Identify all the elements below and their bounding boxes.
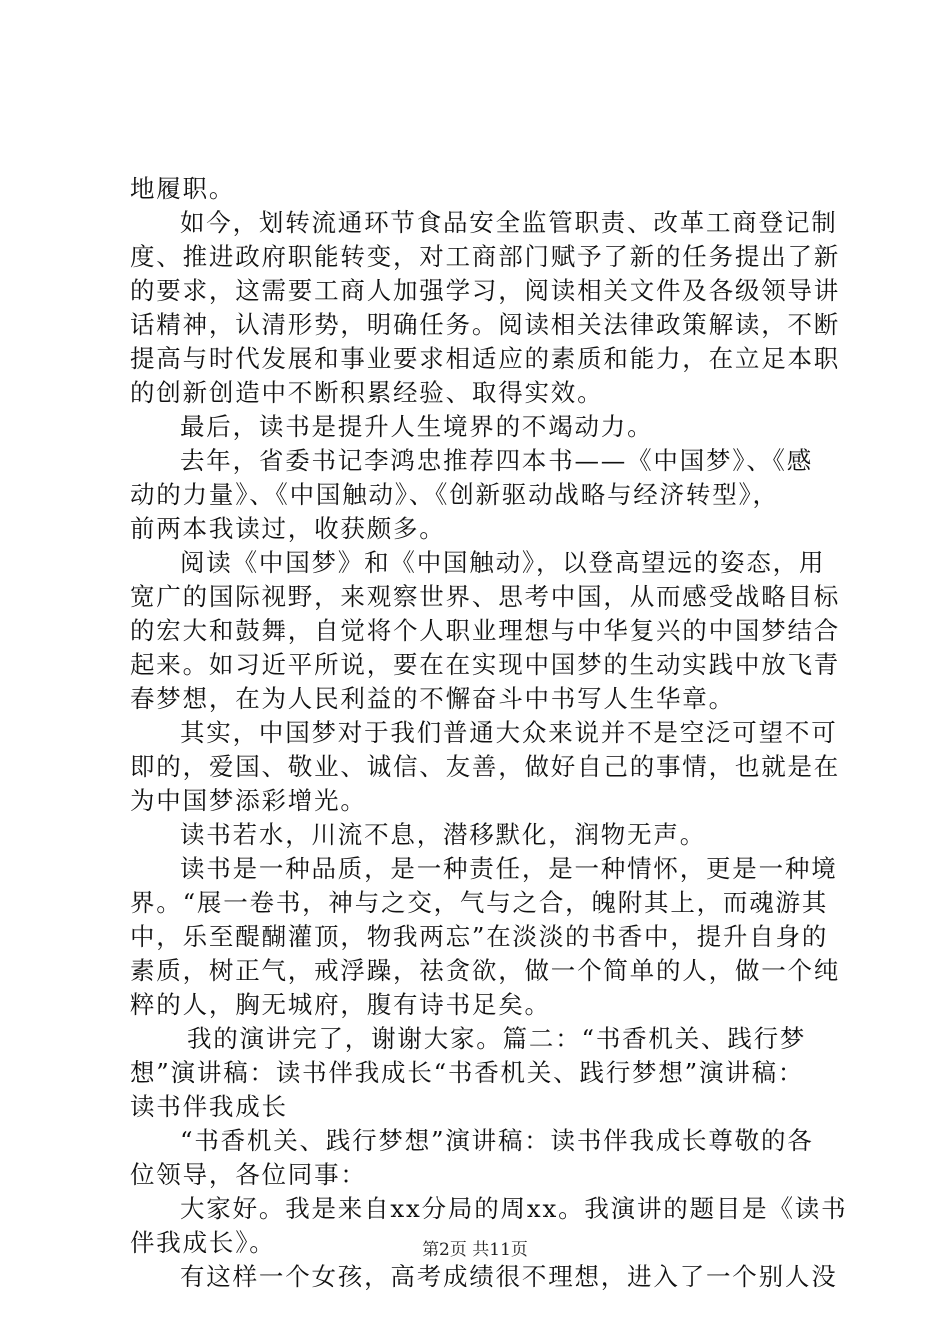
text-line: 前两本我读过，收获颇多。 — [130, 514, 446, 543]
text-line: 阅读《中国梦》和《中国触动》，以登高望远的姿态，用 — [180, 548, 826, 577]
text-line: 宽广的国际视野，来观察世界、思考中国，从而感受战略目标 — [130, 582, 841, 611]
text-line: 提高与时代发展和事业要求相适应的素质和能力，在立足本职 — [130, 344, 841, 373]
text-line: 有这样一个女孩，高考成绩很不理想，进入了一个别人没 — [180, 1262, 838, 1291]
text-line: 的宏大和鼓舞，自觉将个人职业理想与中华复兴的中国梦结合 — [130, 616, 841, 645]
page-number-footer: 第2页 共11页 — [422, 1240, 528, 1260]
text-line: 其实，中国梦对于我们普通大众来说并不是空泛可望不可 — [180, 718, 838, 747]
text-line: 界。“展一卷书，神与之交，气与之合，魄附其上，而魂游其 — [130, 888, 829, 917]
text-line: 想”演讲稿：读书伴我成长“书香机关、践行梦想”演讲稿： — [130, 1058, 805, 1087]
text-line: 我的演讲完了，谢谢大家。篇二：“书香机关、践行梦 — [187, 1024, 807, 1053]
text-line: 为中国梦添彩增光。 — [130, 786, 367, 815]
text-line: 起来。如习近平所说，要在在实现中国梦的生动实践中放飞青 — [130, 650, 841, 679]
text-line: 读书伴我成长 — [130, 1092, 288, 1121]
text-line: 位领导，各位同事： — [130, 1160, 367, 1189]
text-line: 最后，读书是提升人生境界的不竭动力。 — [180, 412, 654, 441]
text-line: 动的力量》、《中国触动》、《创新驱动战略与经济转型》， — [130, 480, 779, 509]
text-line: 的要求，这需要工商人加强学习，阅读相关文件及各级领导讲 — [130, 276, 841, 305]
text-line: 读书若水，川流不息，潜移默化，润物无声。 — [180, 820, 706, 849]
text-line: 伴我成长》。 — [130, 1228, 276, 1257]
text-line: 如今，划转流通环节食品安全监管职责、改革工商登记制 — [180, 208, 838, 237]
text-line: 大家好。我是来自xx分局的周xx。我演讲的题目是《读书 — [180, 1194, 848, 1223]
text-line: 度、推进政府职能转变，对工商部门赋予了新的任务提出了新 — [130, 242, 841, 271]
text-line: 地履职。 — [130, 174, 236, 203]
text-line: 粹的人，胸无城府，腹有诗书足矣。 — [130, 990, 551, 1019]
text-line: 话精神，认清形势，明确任务。阅读相关法律政策解读，不断 — [130, 310, 841, 339]
text-line: 中，乐至醍醐灌顶，物我两忘”在淡淡的书香中，提升自身的 — [130, 922, 829, 951]
text-line: 即的，爱国、敬业、诚信、友善，做好自己的事情，也就是在 — [130, 752, 841, 781]
text-line: 的创新创造中不断积累经验、取得实效。 — [130, 378, 604, 407]
text-line: 去年，省委书记李鸿忠推荐四本书——《中国梦》、《感 — [180, 446, 813, 475]
text-line: 读书是一种品质，是一种责任，是一种情怀，更是一种境 — [180, 854, 838, 883]
text-line: 素质，树正气，戒浮躁，祛贪欲，做一个简单的人，做一个纯 — [130, 956, 841, 985]
text-line: 春梦想，在为人民利益的不懈奋斗中书写人生华章。 — [130, 684, 735, 713]
text-line: “书香机关、践行梦想”演讲稿：读书伴我成长尊敬的各 — [180, 1126, 814, 1155]
document-body — [130, 172, 848, 1294]
